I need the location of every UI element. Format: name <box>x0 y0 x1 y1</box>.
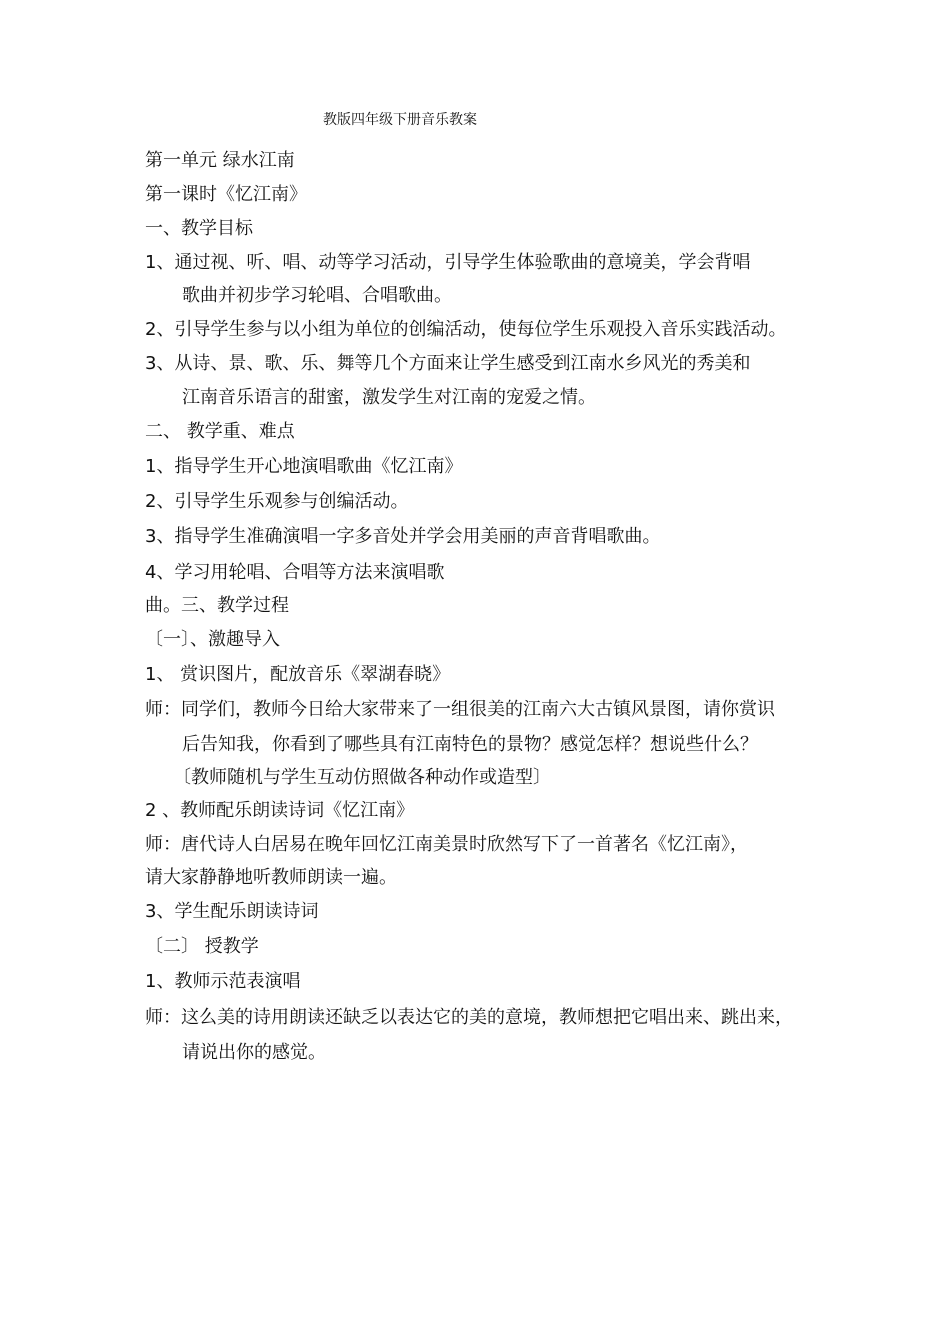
teacher-dialogue-3-continued: 请说出你的感觉。 <box>182 1042 326 1063</box>
key-point-item-4: 4、学习用轮唱、合唱等方法来演唱歌 <box>145 562 445 583</box>
lesson-heading: 第一课时《忆江南》 <box>145 184 307 205</box>
key-point-item-2: 2、引导学生乐观参与创编活动。 <box>145 491 409 512</box>
process-step-4: 1、教师示范表演唱 <box>145 971 301 992</box>
objective-item-3-continued: 江南音乐语言的甜蜜，激发学生对江南的宠爱之情。 <box>182 387 596 408</box>
objectives-heading: 一、教学目标 <box>145 218 253 239</box>
teacher-dialogue-3: 师：这么美的诗用朗读还缺乏以表达它的美的意境，教师想把它唱出来、跳出来， <box>145 1007 793 1028</box>
process-step-1: 1、 赏识图片，配放音乐《翠湖春晓》 <box>145 664 451 685</box>
objective-item-1-continued: 歌曲并初步学习轮唱、合唱歌曲。 <box>182 285 452 306</box>
teacher-dialogue-1-continued: 后告知我，你看到了哪些具有江南特色的景物？感觉怎样？想说些什么？ <box>182 734 758 755</box>
teacher-dialogue-2: 师：唐代诗人白居易在晚年回忆江南美景时欣然写下了一首著名《忆江南》， <box>145 834 748 855</box>
objective-item-2: 2、引导学生参与以小组为单位的创编活动，使每位学生乐观投入音乐实践活动。 <box>145 319 787 340</box>
objective-item-3: 3、从诗、景、歌、乐、舞等几个方面来让学生感受到江南水乡风光的秀美和 <box>145 353 751 374</box>
objective-item-1: 1、通过视、听、唱、动等学习活动，引导学生体验歌曲的意境美，学会背唱 <box>145 252 751 273</box>
teacher-dialogue-2-continued: 请大家静静地听教师朗读一遍。 <box>145 867 397 888</box>
process-step-2: 2 、教师配乐朗读诗词《忆江南》 <box>145 800 415 821</box>
document-title: 教版四年级下册音乐教案 <box>323 112 477 128</box>
teacher-dialogue-1: 师：同学们，教师今日给大家带来了一组很美的江南六大古镇风景图，请你赏识 <box>145 699 775 720</box>
key-points-heading: 二、 教学重、难点 <box>145 421 295 442</box>
unit-heading: 第一单元 绿水江南 <box>145 150 295 171</box>
process-part-2-heading: 〔二〕 授教学 <box>145 936 259 957</box>
key-point-item-1: 1、指导学生开心地演唱歌曲《忆江南》 <box>145 456 463 477</box>
process-part-1-heading: 〔一〕、激趣导入 <box>145 629 280 650</box>
teacher-dialogue-1-note: 〔教师随机与学生互动仿照做各种动作或造型〕 <box>173 767 551 788</box>
key-point-item-3: 3、指导学生准确演唱一字多音处并学会用美丽的声音背唱歌曲。 <box>145 526 661 547</box>
process-step-3: 3、学生配乐朗读诗词 <box>145 901 319 922</box>
key-point-item-4-continued: 曲。三、教学过程 <box>145 595 289 616</box>
